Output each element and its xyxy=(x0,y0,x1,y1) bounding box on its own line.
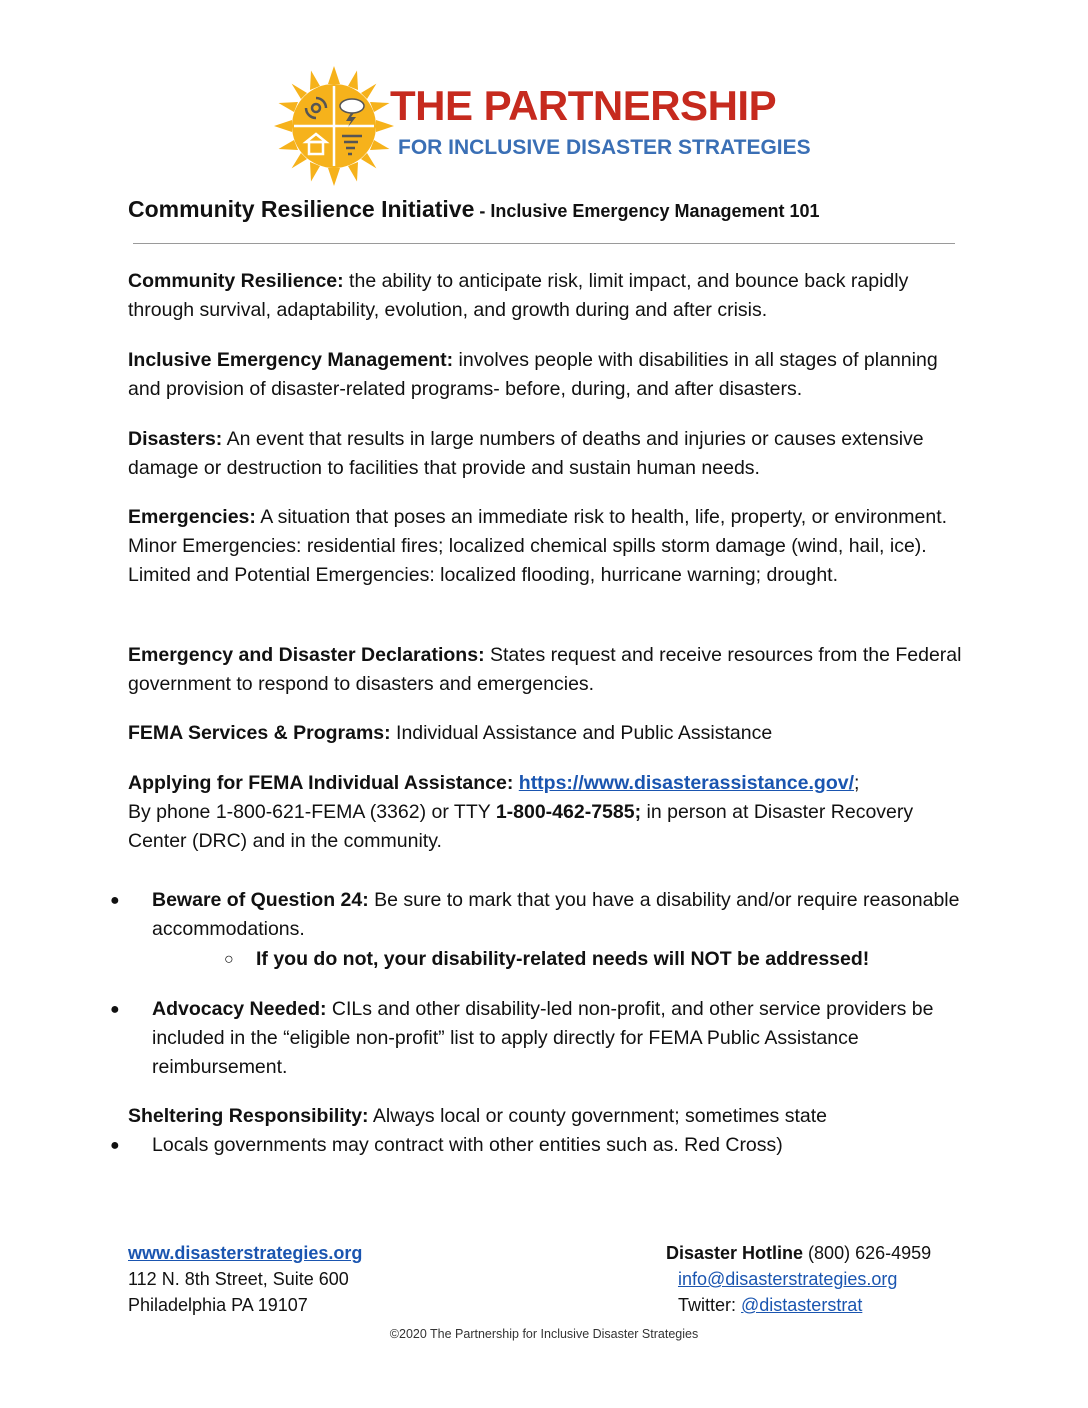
term-text: An event that results in large numbers of deaths and injuries or causes extensive damage or destruction to facilities that provide and sustain human needs. xyxy=(128,428,924,479)
document-title xyxy=(128,196,820,223)
term-text: the ability to anticipate risk, limit impact, and bounce back rapidly through survival, adaptability, evolution, and growth during and after crisis. xyxy=(128,270,909,321)
term-text: involves people with disabilities in all stages of planning and provision of disaster-related programs- before, during, and after disasters. xyxy=(128,349,938,400)
term-label: Disasters: xyxy=(128,428,223,450)
title-subtitle: Inclusive Emergency Management 101 xyxy=(490,201,820,221)
bullet-local-governments: Locals governments may contract with other entities such as. Red Cross) xyxy=(152,1134,783,1156)
definition-community-resilience xyxy=(128,267,968,325)
term-label: Advocacy Needed: xyxy=(152,998,327,1020)
logo-subtitle: FOR INCLUSIVE DISASTER STRATEGIES xyxy=(398,136,811,159)
phone-text: By phone 1-800-621-FEMA (3362) or TTY xyxy=(128,801,496,823)
website-link[interactable]: www.disasterstrategies.org xyxy=(128,1243,363,1263)
bullet-advocacy-needed xyxy=(152,995,962,1082)
definition-declarations xyxy=(128,641,968,699)
bullet-icon: ● xyxy=(110,1001,120,1018)
copyright-notice: ©2020 The Partnership for Inclusive Disaster Strategies xyxy=(389,1327,699,1341)
sun-logo-icon xyxy=(272,64,396,188)
sheltering-responsibility xyxy=(128,1102,968,1131)
definition-inclusive-emergency-management xyxy=(128,346,968,404)
term-text: States request and receive resources from the Federal government to respond to disasters and emergencies. xyxy=(128,644,962,695)
twitter-label: Twitter: xyxy=(678,1295,742,1315)
twitter-link[interactable]: @distasterstrat xyxy=(741,1295,863,1315)
term-label: Community Resilience: xyxy=(128,270,344,292)
hotline-number: (800) 626-4959 xyxy=(803,1243,932,1263)
bullet-icon: ● xyxy=(110,892,120,909)
definition-emergencies xyxy=(128,503,968,590)
question-24-warning: If you do not, your disability-related needs will NOT be addressed! xyxy=(256,948,870,970)
applying-fema-assistance xyxy=(128,769,968,856)
title-divider xyxy=(133,243,955,244)
definition-disasters xyxy=(128,425,968,483)
term-label: Sheltering Responsibility: xyxy=(128,1105,369,1127)
term-label: Applying for FEMA Individual Assistance: xyxy=(128,772,514,794)
footer-contact-right xyxy=(666,1240,931,1318)
logo-title: THE PARTNERSHIP xyxy=(390,82,777,129)
link-suffix: ; xyxy=(854,772,860,794)
term-label: Emergency and Disaster Declarations: xyxy=(128,644,485,666)
term-text: CILs and other disability-led non-profit, and other service providers be included in the “eligible non-profit” list to apply directly for FEMA Public Assistance reimbursement. xyxy=(152,998,934,1078)
disaster-assistance-link[interactable]: https://www.disasterassistance.gov/ xyxy=(518,772,854,794)
email-link[interactable]: info@disasterstrategies.org xyxy=(678,1269,898,1289)
term-label: Inclusive Emergency Management: xyxy=(128,349,454,371)
term-label: FEMA Services & Programs: xyxy=(128,722,391,744)
address-line-2: Philadelphia PA 19107 xyxy=(128,1295,308,1315)
title-main: Community Resilience Initiative xyxy=(128,196,475,222)
term-text: A situation that poses an immediate risk to health, life, property, or environment. Minor Emergencies: residential fires; localized chemical spills storm damage (wind, hail, ice). Limited and Potential Emergencies: localized flooding, hurricane warning; drought. xyxy=(128,506,948,586)
in-person-text: in person at Disaster Recovery Center (DRC) and in the community. xyxy=(128,801,914,852)
footer-contact-left xyxy=(128,1240,362,1318)
bullet-question-24 xyxy=(152,886,962,944)
term-text: Individual Assistance and Public Assistance xyxy=(390,722,773,744)
term-text: Be sure to mark that you have a disability and/or require reasonable accommodations. xyxy=(152,889,960,940)
hotline-label: Disaster Hotline xyxy=(666,1243,804,1263)
organization-logo xyxy=(272,64,812,188)
term-label: Beware of Question 24: xyxy=(152,889,369,911)
title-separator: - xyxy=(474,201,491,221)
tty-number: 1-800-462-7585; xyxy=(495,801,642,823)
bullet-icon: ● xyxy=(110,1137,120,1154)
term-text: Always local or county government; sometimes state xyxy=(368,1105,827,1127)
address-line-1: 112 N. 8th Street, Suite 600 xyxy=(128,1269,349,1289)
term-label: Emergencies: xyxy=(128,506,256,528)
sub-bullet-icon: ○ xyxy=(224,951,234,968)
definition-fema-services xyxy=(128,719,968,748)
